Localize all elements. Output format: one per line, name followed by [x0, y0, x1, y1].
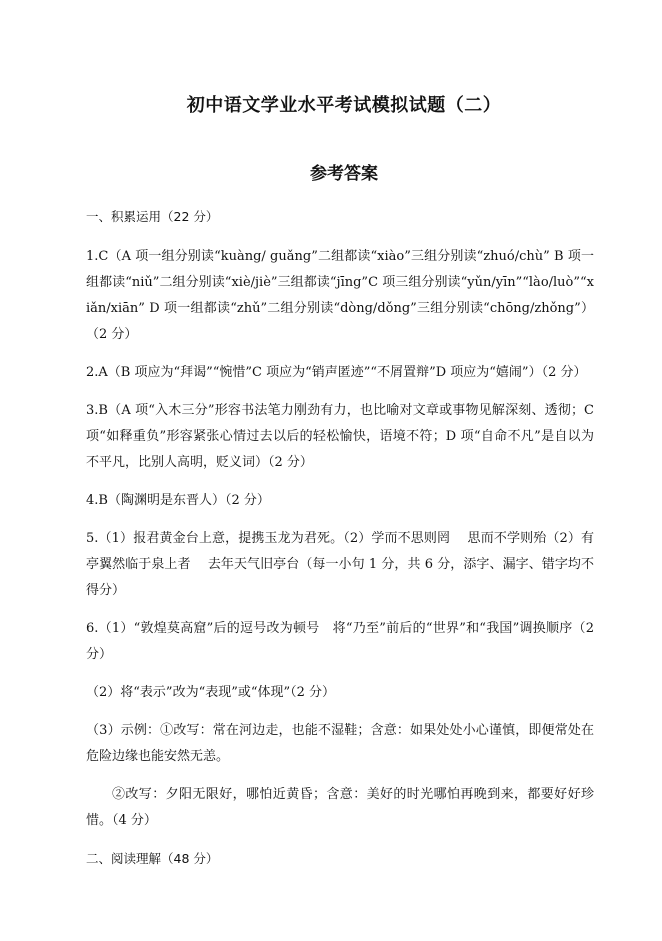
answer-6-part-3: （3）示例：①改写：常在河边走，也能不湿鞋；含意：如果处处小心谨慎，即便常处在危险边缘也能安然无恙。: [86, 723, 594, 764]
answer-6-part-3-example-2: ②改写：夕阳无限好，哪怕近黄昏；含意：美好的时光哪怕再晚到来，都要好好珍惜。（4 分）: [86, 787, 594, 828]
answer-6-part-2: （2）将“表示”改为“表现”或“体现”（2 分）: [86, 685, 336, 700]
section-heading-accumulation: 一、积累运用（22 分）: [86, 209, 219, 224]
answer-4: 4.B（陶渊明是东晋人）（2 分）: [86, 493, 270, 508]
answer-1: 1.C（A 项一组分别读“kuàng/ guǎng”二组都读“xiào”三组分别读“zhuó/chù” B 项一组都读“niǔ”二组分别读“xiè/jiè”三组都读“jīng”C 项三组分别读“yǔn/yīn”“lào/luò”“xiǎn/xiān” D 项一组都读“zhǔ”二组分别读“dòng/dǒng”三组分别读“chōng/zhǒng”）（2 分）: [86, 249, 594, 342]
section-heading-reading: 二、阅读理解（48 分）: [86, 851, 219, 866]
page-subtitle: 参考答案: [310, 164, 378, 184]
answer-2: 2.A（B 项应为“拜谒”“惋惜”C 项应为“销声匿迹”“不屑置辩”D 项应为“嬉闹”）（2 分）: [86, 365, 587, 380]
answer-5: 5.（1）报君黄金台上意，提携玉龙为君死。（2）学而不思则罔 思而不学则殆（2）有亭翼然临于泉上者 去年天气旧亭台（每一小句 1 分，共 6 分，添字、漏字、错字均不得分）: [86, 531, 594, 598]
page-title: 初中语文学业水平考试模拟试题（二）: [186, 95, 502, 116]
answer-6-part-1: 6.（1）“敦煌莫高窟”后的逗号改为顿号 将“乃至”前后的“世界”和“我国”调换顺序（2 分）: [86, 621, 594, 662]
answer-3: 3.B（A 项“入木三分”形容书法笔力刚劲有力，也比喻对文章或事物见解深刻、透彻；C 项“如释重负”形容紧张心情过去以后的轻松愉快，语境不符；D 项“自命不凡”是自以为不平凡，比别人高明，贬义词）（2 分）: [86, 403, 594, 470]
